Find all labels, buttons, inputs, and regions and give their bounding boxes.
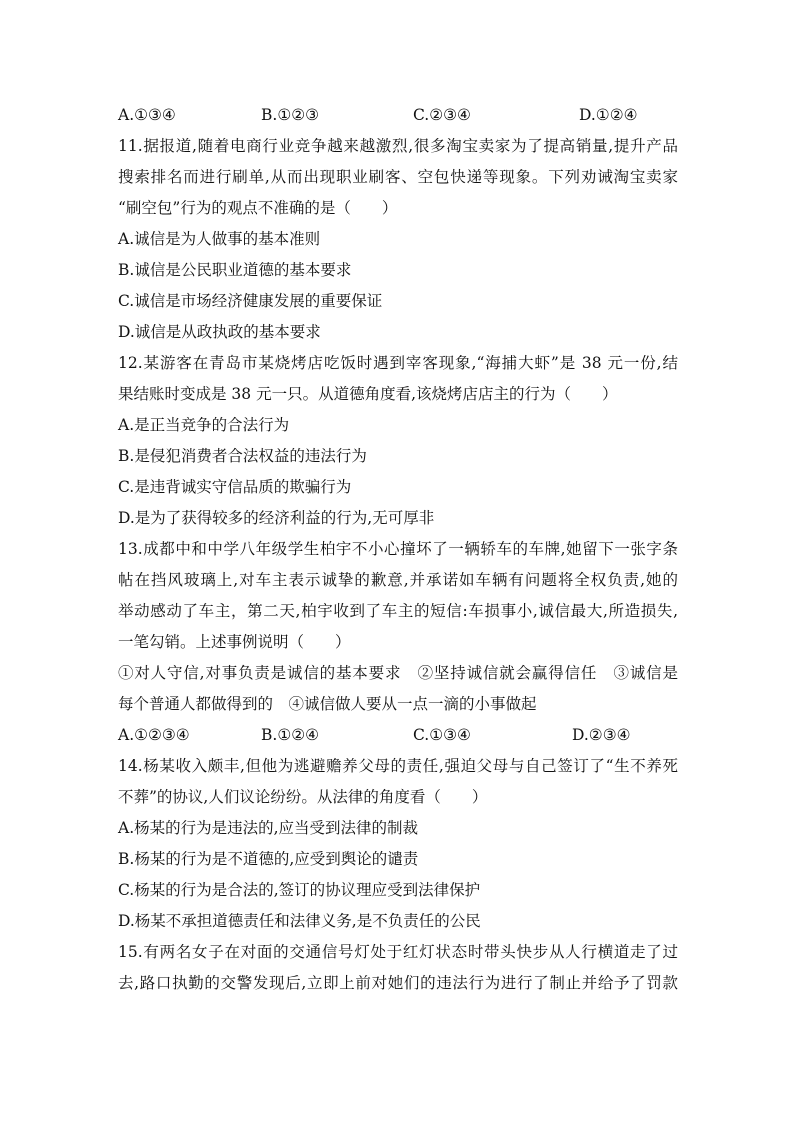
q13-stem-line: 一笔勾销。上述事例说明（ ） bbox=[118, 633, 351, 651]
question-13 bbox=[118, 534, 678, 751]
q11-option-d: D.诚信是从政执政的基本要求 bbox=[118, 323, 321, 341]
q12-option-c: C.是违背诚实守信品质的欺骗行为 bbox=[118, 478, 352, 496]
q11-stem-line: 11.据报道,随着电商行业竞争越来越激烈,很多淘宝卖家为了提高销量,提升产品 bbox=[118, 137, 678, 155]
q10-option-c: C.②③④ bbox=[413, 106, 471, 124]
q12-option-b: B.是侵犯消费者合法权益的违法行为 bbox=[118, 447, 367, 465]
question-11 bbox=[118, 131, 678, 348]
q10-options bbox=[118, 100, 678, 131]
q14-option-a: A.杨某的行为是违法的,应当受到法律的制裁 bbox=[118, 819, 419, 837]
q14-option-d: D.杨某不承担道德责任和法律义务,是不负责任的公民 bbox=[118, 912, 481, 930]
q10-option-a: A.①③④ bbox=[118, 106, 176, 124]
q13-statement-line: 每个普通人都做得到的 ④诚信做人要从一点一滴的小事做起 bbox=[118, 695, 537, 713]
q13-stem-line: 13.成都中和中学八年级学生柏宇不小心撞坏了一辆轿车的车牌,她留下一张字条 bbox=[118, 540, 678, 558]
q11-stem-line: “刷空包”行为的观点不准确的是（ ） bbox=[118, 199, 398, 217]
q14-stem-line: 不葬”的协议,人们议论纷纷。从法律的角度看（ ） bbox=[118, 788, 488, 806]
q11-option-b: B.诚信是公民职业道德的基本要求 bbox=[118, 261, 352, 279]
q14-option-b: B.杨某的行为是不道德的,应受到舆论的谴责 bbox=[118, 850, 419, 868]
exam-page bbox=[118, 100, 678, 999]
q13-statement-line: ①对人守信,对事负责是诚信的基本要求 ②坚持诚信就会赢得信任 ③诚信是 bbox=[118, 664, 678, 682]
q12-stem-line: 果结账时变成是 38 元一只。从道德角度看,该烧烤店店主的行为（ ） bbox=[118, 385, 618, 403]
q12-option-d: D.是为了获得较多的经济利益的行为,无可厚非 bbox=[118, 509, 435, 527]
q13-option-b: B.①②④ bbox=[261, 726, 320, 744]
q13-options bbox=[118, 720, 678, 751]
q14-option-c: C.杨某的行为是合法的,签订的协议理应受到法律保护 bbox=[118, 881, 481, 899]
q13-option-c: C.①③④ bbox=[413, 726, 471, 744]
q13-stem-line: 帖在挡风玻璃上,对车主表示诚挚的歉意,并承诺如车辆有问题将全权负责,她的 bbox=[118, 571, 678, 589]
q11-option-a: A.诚信是为人做事的基本准则 bbox=[118, 230, 321, 248]
q12-stem-line: 12.某游客在青岛市某烧烤店吃饭时遇到宰客现象,“海捕大虾”是 38 元一份,结 bbox=[118, 354, 678, 372]
question-15 bbox=[118, 937, 678, 999]
q13-option-d: D.②③④ bbox=[572, 726, 631, 744]
q11-stem-line: 搜索排名而进行刷单,从而出现职业刷客、空包快递等现象。下列劝诫淘宝卖家 bbox=[118, 168, 678, 186]
q14-stem-line: 14.杨某收入颇丰,但他为逃避赡养父母的责任,强迫父母与自己签订了“生不养死 bbox=[118, 757, 678, 775]
q10-option-b: B.①②③ bbox=[261, 106, 320, 124]
question-14 bbox=[118, 751, 678, 937]
q15-stem-line: 去,路口执勤的交警发现后,立即上前对她们的违法行为进行了制止并给予了罚款 bbox=[118, 974, 678, 992]
question-12 bbox=[118, 348, 678, 534]
q13-stem-line: 举动感动了车主，第二天,柏宇收到了车主的短信:车损事小,诚信最大,所造损失, bbox=[118, 602, 678, 620]
q10-option-d: D.①②④ bbox=[579, 106, 638, 124]
q15-stem-line: 15.有两名女子在对面的交通信号灯处于红灯状态时带头快步从人行横道走了过 bbox=[118, 943, 678, 961]
q11-option-c: C.诚信是市场经济健康发展的重要保证 bbox=[118, 292, 383, 310]
q13-option-a: A.①②③④ bbox=[118, 726, 190, 744]
q12-option-a: A.是正当竞争的合法行为 bbox=[118, 416, 290, 434]
